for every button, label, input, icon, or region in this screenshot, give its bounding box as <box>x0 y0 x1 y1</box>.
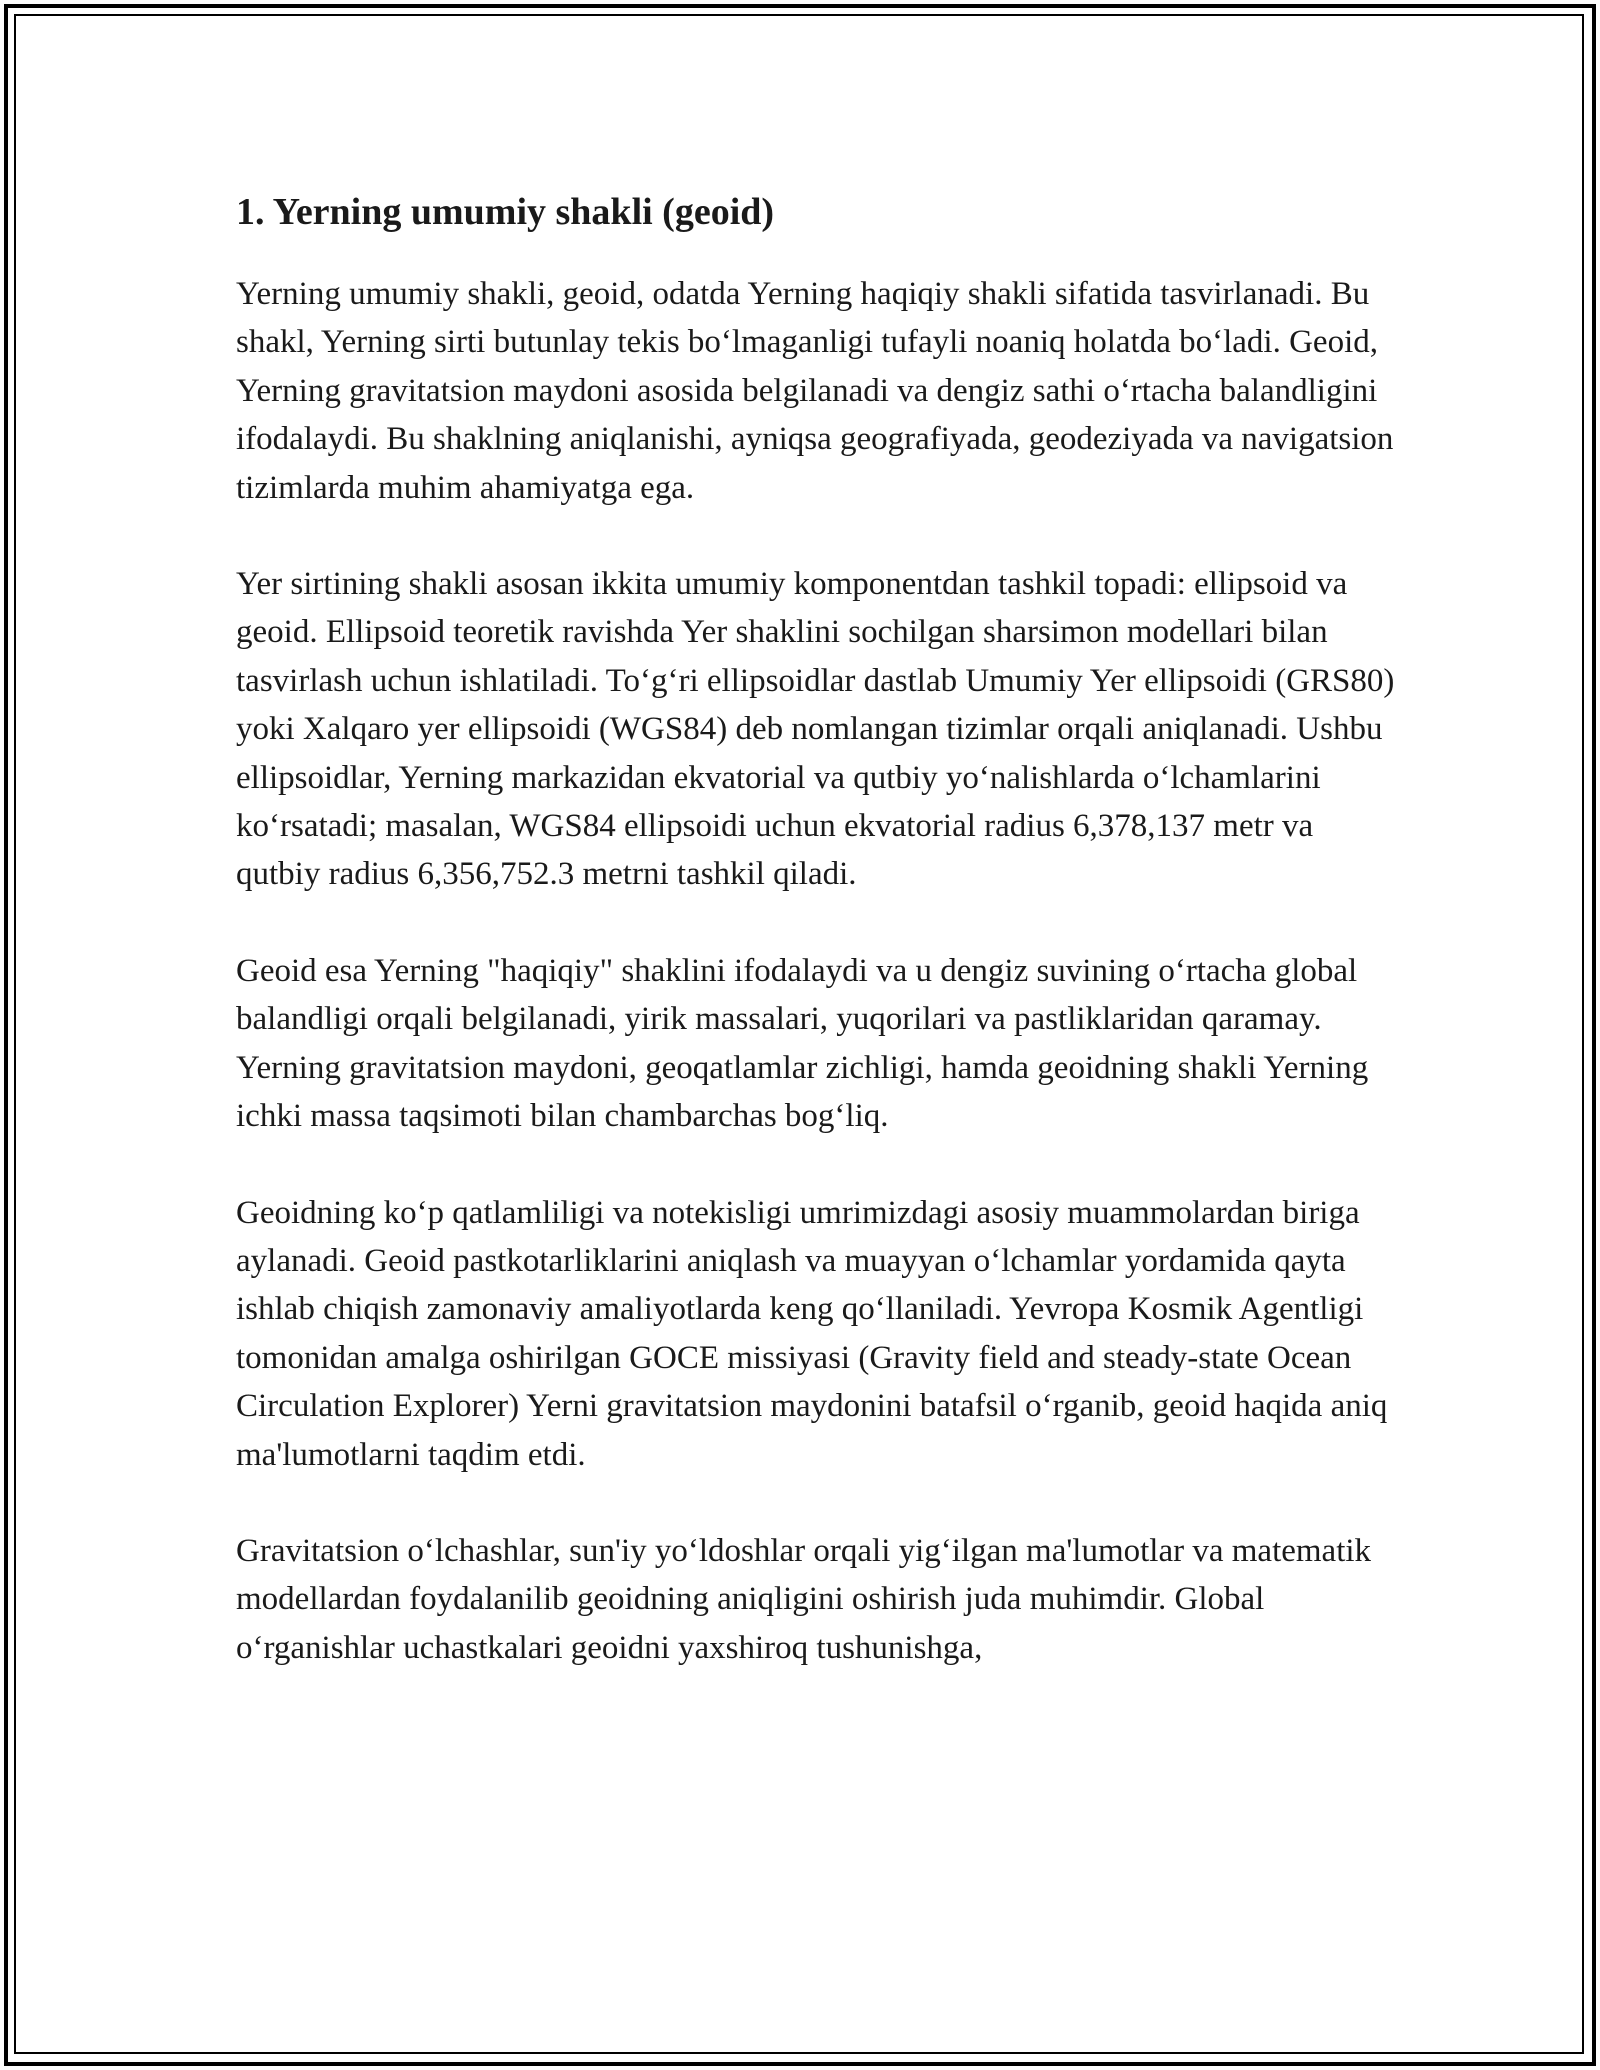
paragraph-geoid-true-shape: Geoid esa Yerning "haqiqiy" shaklini ifodalaydi va u dengiz suvining o‘rtacha global balandligi orqali belgilanadi, yirik massalari, yuqorilari va pastliklaridan qaramay. Yerning gravitatsion maydoni, geoqatlamlar zichligi, hamda geoidning shakli Yerning ichki massa taqsimoti bilan chambarchas bog‘liq. <box>236 952 1369 1135</box>
paragraph-gravity-measurements: Gravitatsion o‘lchashlar, sun'iy yo‘ldoshlar orqali yig‘ilgan ma'lumotlar va matematik modellardan foydalanilib geoidning aniqligini oshirish juda muhimdir. Global o‘rganishlar uchastkalari geoidni yaxshiroq tushunishga, <box>236 1532 1372 1666</box>
paragraph-geoid-definition: Yerning umumiy shakli, geoid, odatda Yerning haqiqiy shakli sifatida tasvirlanadi. Bu shakl, Yerning sirti butunlay tekis bo‘lmaganligi tufayli noaniq holatda bo‘ladi. Geoid, Yerning gravitatsion maydoni asosida belgilanadi va dengiz sathi o‘rtacha balandligini ifodalaydi. Bu shaklning aniqlanishi, ayniqsa geografiyada, geodeziyada va navigatsion tizimlarda muhim ahamiyatga ega. <box>236 276 1394 506</box>
document-body <box>236 184 1396 1720</box>
paragraph-goce-mission: Geoidning ko‘p qatlamliligi va notekisligi umrimizdagi asosiy muammolardan biriga aylanadi. Geoid pastkotarliklarini aniqlash va muayyan o‘lchamlar yordamida qayta ishlab chiqish zamonaviy amaliyotlarda keng qo‘llaniladi. Yevropa Kosmik Agentligi tomonidan amalga oshirilgan GOCE missiyasi (Gravity field and steady-state Ocean Circulation Explorer) Yerni gravitatsion maydonini batafsil o‘rganib, geoid haqida aniq ma'lumotlarni taqdim etdi. <box>236 1194 1388 1473</box>
section-heading: 1. Yerning umumiy shakli (geoid) <box>236 191 775 233</box>
paragraph-ellipsoid: Yer sirtining shakli asosan ikkita umumiy komponentdan tashkil topadi: ellipsoid va geoid. Ellipsoid teoretik ravishda Yer shaklini sochilgan sharsimon modellari bilan tasvirlash uchun ishlatiladi. To‘g‘ri ellipsoidlar dastlab Umumiy Yer ellipsoidi (GRS80) yoki Xalqaro yer ellipsoidi (WGS84) deb nomlangan tizimlar orqali aniqlanadi. Ushbu ellipsoidlar, Yerning markazidan ekvatorial va qutbiy yo‘nalishlarda o‘lchamlarini ko‘rsatadi; masalan, WGS84 ellipsoidi uchun ekvatorial radius 6,378,137 metr va qutbiy radius 6,356,752.3 metrni tashkil qiladi. <box>236 566 1395 893</box>
